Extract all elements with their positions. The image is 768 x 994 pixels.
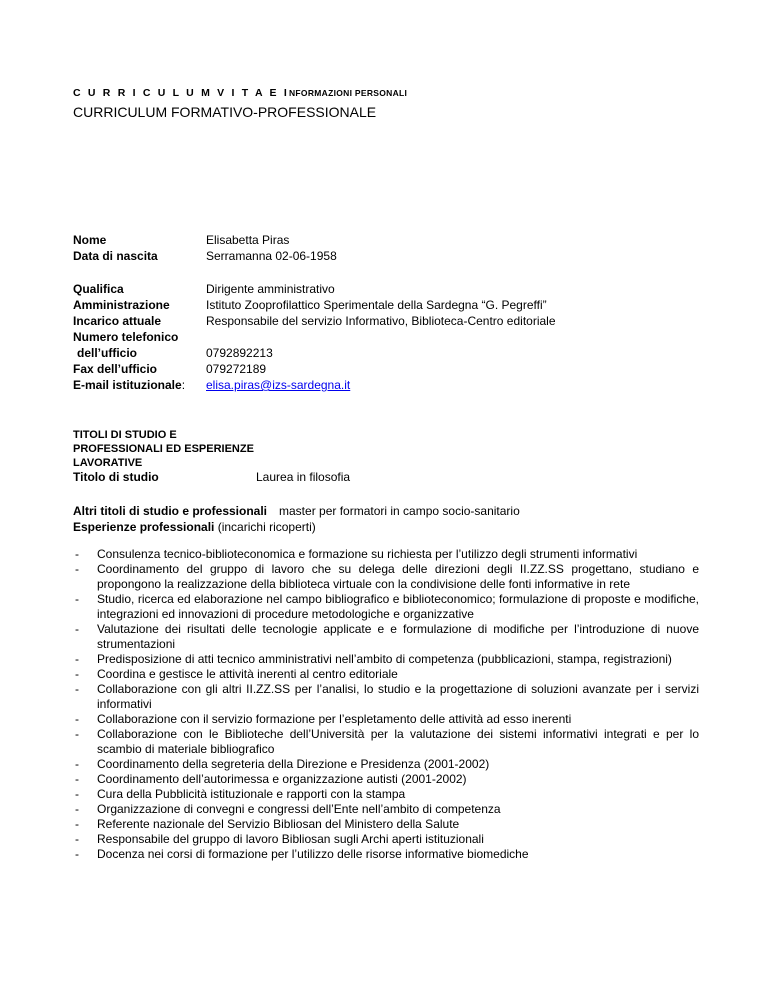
- experience-item: [73, 547, 699, 562]
- list-bullet-dash: -: [75, 802, 79, 816]
- cv-header: [73, 87, 407, 99]
- list-bullet-dash: -: [75, 622, 79, 636]
- incarico-label: Incarico attuale: [73, 314, 162, 328]
- row-amministrazione: [73, 297, 693, 313]
- row-altri: [73, 503, 520, 519]
- experience-item: [73, 817, 699, 832]
- fax-label: Fax dell’ufficio: [73, 362, 158, 376]
- experience-item: [73, 802, 699, 817]
- cv-header-title: C U R R I C U L U M V I T A E I: [73, 87, 289, 99]
- row-nome: [73, 232, 693, 248]
- nome-label: Nome: [73, 233, 107, 247]
- experience-text: Coordinamento della segreteria della Direzione e Presidenza (2001-2002): [97, 757, 490, 771]
- cv-header-subtitle: NFORMAZIONI PERSONALI: [288, 88, 408, 98]
- list-bullet-dash: -: [75, 652, 79, 666]
- experience-text: Referente nazionale del Servizio Bibliosan del Ministero della Salute: [97, 817, 460, 831]
- list-bullet-dash: -: [75, 817, 79, 831]
- experience-text: Consulenza tecnico-biblioteconomica e formazione su richiesta per l’utilizzo degli strumenti informativi: [97, 547, 638, 561]
- experience-text: Coordinamento del gruppo di lavoro che su delega delle direzioni degli II.ZZ.SS progettano, studiano e propongono la realizzazione della biblioteca virtuale con la condivisione delle fonti informative in rete: [97, 562, 699, 591]
- row-titolo: [73, 470, 350, 484]
- section-heading-line3: LAVORATIVE: [73, 457, 143, 469]
- telefono-value: 0792892213: [206, 346, 273, 360]
- nascita-label: Data di nascita: [73, 249, 158, 263]
- experience-text: Organizzazione di convegni e congressi dell’Ente nell’ambito di competenza: [97, 802, 501, 816]
- nascita-value: Serramanna 02-06-1958: [206, 249, 337, 263]
- section-heading: [73, 428, 254, 470]
- altri-value: master per formatori in campo socio-sanitario: [279, 504, 520, 518]
- titolo-value: Laurea in filosofia: [256, 470, 351, 484]
- experience-text: Collaborazione con gli altri II.ZZ.SS per l’analisi, lo studio e la progettazione di soluzioni avanzate per i servizi informativi: [97, 682, 699, 711]
- experience-item: [73, 772, 699, 787]
- experience-list: [73, 547, 699, 862]
- experience-text: Cura della Pubblicità istituzionale e rapporti con la stampa: [97, 787, 406, 801]
- experience-text: Responsabile del gruppo di lavoro Bibliosan sugli Archi aperti istituzionali: [97, 832, 484, 846]
- experience-item: [73, 592, 699, 622]
- qualifica-label: Qualifica: [73, 282, 124, 296]
- row-nascita: [73, 248, 693, 264]
- list-bullet-dash: -: [75, 847, 79, 861]
- job-info-block: [73, 281, 693, 393]
- esperienze-note: (incarichi ricoperti): [214, 520, 316, 534]
- personal-info-block: [73, 232, 693, 264]
- nome-value: Elisabetta Piras: [206, 233, 290, 247]
- list-bullet-dash: -: [75, 547, 79, 561]
- row-incarico: [73, 313, 693, 329]
- list-bullet-dash: -: [75, 757, 79, 771]
- experience-item: [73, 847, 699, 862]
- list-bullet-dash: -: [75, 562, 79, 576]
- experience-item: [73, 832, 699, 847]
- telefono-label-line2: dell’ufficio: [77, 346, 137, 360]
- row-esperienze: [73, 519, 520, 535]
- experience-text: Predisposizione di atti tecnico amministrativi nell’ambito di competenza (pubblicazioni, stampa, registrazioni): [97, 652, 672, 666]
- experience-item: [73, 757, 699, 772]
- altri-block: [73, 503, 520, 535]
- altri-label: Altri titoli di studio e professionali: [73, 504, 268, 518]
- row-qualifica: [73, 281, 693, 297]
- experience-text: Studio, ricerca ed elaborazione nel campo bibliografico e biblioteconomico; formulazione di proposte e modifiche, integrazioni ed innovazioni di procedure metodologiche e organizzative: [97, 592, 699, 621]
- experience-item: [73, 682, 699, 712]
- list-bullet-dash: -: [75, 772, 79, 786]
- row-fax: [73, 361, 693, 377]
- list-bullet-dash: -: [75, 787, 79, 801]
- fax-value: 079272189: [206, 362, 267, 376]
- experience-text: Docenza nei corsi di formazione per l’utilizzo delle risorse informative biomediche: [97, 847, 529, 861]
- experience-item: [73, 622, 699, 652]
- section-heading-line2: PROFESSIONALI ED ESPERIENZE: [73, 443, 254, 455]
- experience-item: [73, 652, 699, 667]
- titolo-label: Titolo di studio: [73, 470, 159, 484]
- list-bullet-dash: -: [75, 667, 79, 681]
- esperienze-label: Esperienze professionali: [73, 520, 215, 534]
- experience-text: Collaborazione con le Biblioteche dell’Università per la valutazione dei sistemi informativi integrati e per lo scambio di materiale bibliografico: [97, 727, 699, 756]
- experience-item: [73, 712, 699, 727]
- experience-text: Valutazione dei risultati delle tecnologie applicate e e formulazione di modifiche per l’introduzione di nuove strumentazioni: [97, 622, 699, 651]
- amministrazione-label: Amministrazione: [73, 298, 170, 312]
- email-label: E-mail istituzionale: [73, 378, 182, 392]
- experience-item: [73, 667, 699, 682]
- row-telefono-label: [73, 329, 693, 345]
- qualifica-value: Dirigente amministrativo: [206, 282, 335, 296]
- amministrazione-value: Istituto Zooprofilattico Sperimentale della Sardegna “G. Pegreffi”: [206, 298, 547, 312]
- row-telefono: [73, 345, 693, 361]
- email-colon: :: [181, 378, 186, 392]
- list-bullet-dash: -: [75, 832, 79, 846]
- email-link[interactable]: elisa.piras@izs-sardegna.it: [206, 378, 351, 392]
- experience-text: Coordina e gestisce le attività inerenti al centro editoriale: [97, 667, 398, 681]
- row-email: [73, 377, 693, 393]
- list-bullet-dash: -: [75, 682, 79, 696]
- cv-subheader: CURRICULUM FORMATIVO-PROFESSIONALE: [73, 104, 377, 120]
- experience-item: [73, 787, 699, 802]
- list-bullet-dash: -: [75, 727, 79, 741]
- experience-item: [73, 562, 699, 592]
- incarico-value: Responsabile del servizio Informativo, Biblioteca-Centro editoriale: [206, 314, 556, 328]
- list-bullet-dash: -: [75, 592, 79, 606]
- experience-text: Coordinamento dell’autorimessa e organizzazione autisti (2001-2002): [97, 772, 467, 786]
- section-heading-line1: TITOLI DI STUDIO E: [73, 429, 177, 441]
- experience-text: Collaborazione con il servizio formazione per l’espletamento delle attività ad esso inerenti: [97, 712, 572, 726]
- telefono-label-line1: Numero telefonico: [73, 330, 179, 344]
- list-bullet-dash: -: [75, 712, 79, 726]
- experience-item: [73, 727, 699, 757]
